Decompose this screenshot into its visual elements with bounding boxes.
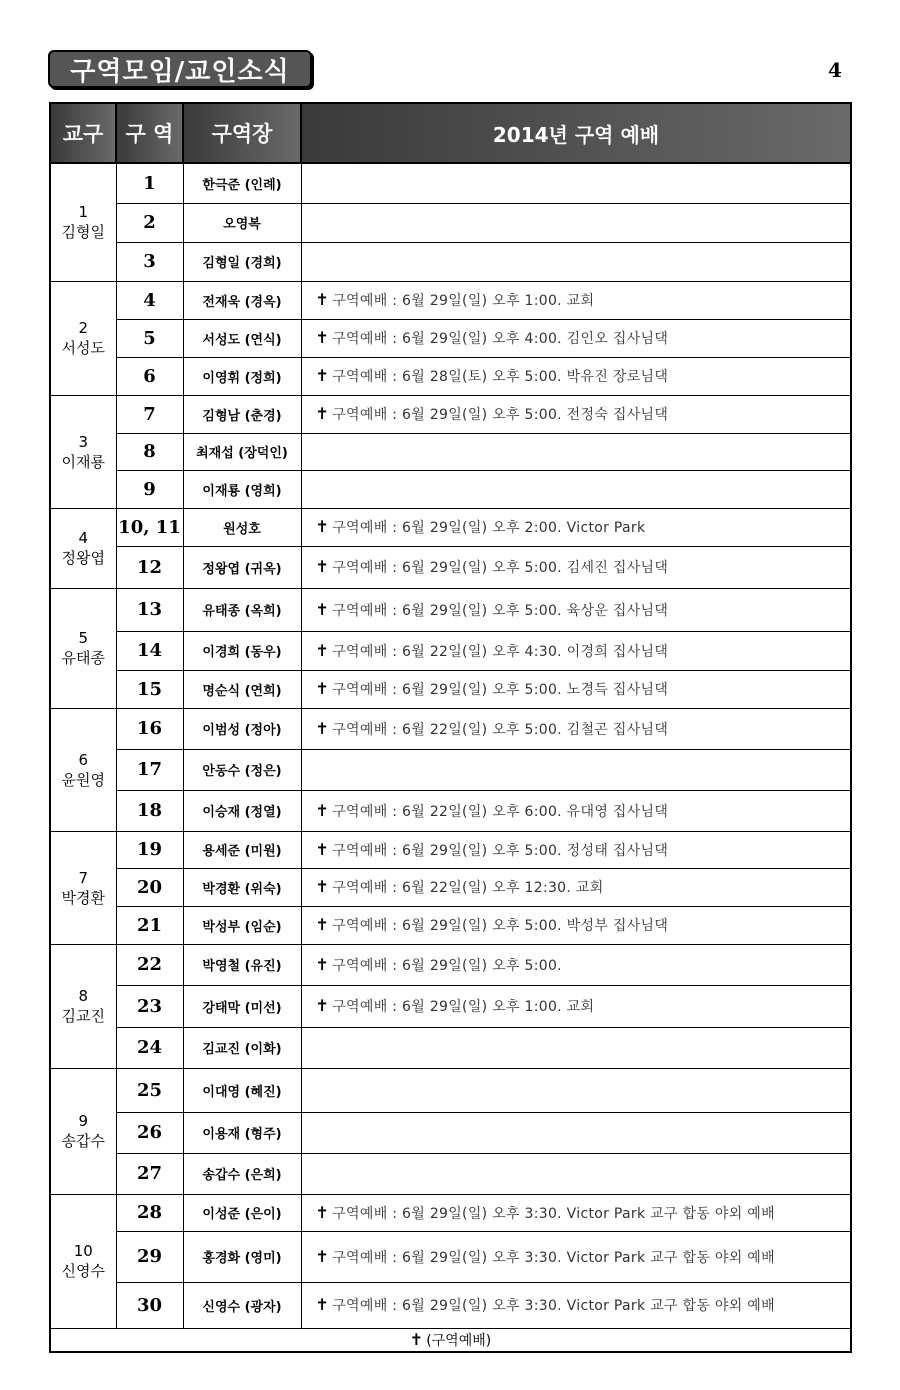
- table-row: [50, 203, 851, 242]
- zone-leader-name: 최재섭 (장덕인): [183, 433, 301, 470]
- zone-leader-name: 유태종 (옥희): [183, 588, 301, 631]
- worship-text: 구역예배 : 6월 29일(일) 오후 5:00.: [332, 957, 562, 974]
- zone-number: 27: [116, 1153, 183, 1194]
- worship-text: 구역예배 : 6월 29일(일) 오후 1:00. 교회: [332, 293, 595, 309]
- district-leader: 신영수: [61, 1262, 105, 1280]
- worship-info-cell: [301, 1231, 851, 1282]
- cross-icon: ✝: [315, 915, 330, 934]
- cross-icon: ✝: [315, 366, 330, 385]
- zone-leader-name: 이대영 (혜진): [183, 1068, 301, 1112]
- table-row: [50, 395, 851, 433]
- table-row: [50, 906, 851, 944]
- zone-leader-name: 홍경화 (영미): [183, 1231, 301, 1282]
- zone-leader-name: 이재룡 (영희): [183, 470, 301, 508]
- table-row: [50, 1153, 851, 1194]
- table-row: [50, 242, 851, 281]
- table-row: [50, 1027, 851, 1068]
- cross-icon: ✝: [315, 290, 330, 309]
- table-row: [50, 588, 851, 631]
- district-number: 2: [78, 319, 89, 337]
- district-leader: 윤원영: [61, 770, 105, 789]
- table-row: [50, 1068, 851, 1112]
- worship-info-cell: [301, 1153, 851, 1194]
- worship-info-cell: [301, 906, 851, 944]
- district-cell: [50, 708, 116, 831]
- cross-icon: ✝: [315, 679, 330, 698]
- zone-leader-name: 김형남 (춘경): [183, 395, 301, 433]
- zone-leader-name: 전재욱 (경옥): [183, 281, 301, 319]
- district-leader: 정왕엽: [61, 549, 105, 567]
- worship-text: 구역예배 : 6월 29일(일) 오후 5:00. 김세진 집사님댁: [332, 560, 669, 576]
- worship-info-cell: [301, 749, 851, 790]
- table-row: [50, 1112, 851, 1153]
- zone-leader-name: 정왕엽 (귀옥): [183, 546, 301, 588]
- table-row: [50, 1231, 851, 1282]
- district-number: 9: [78, 1112, 89, 1130]
- zone-leader-name: 원성호: [183, 508, 301, 546]
- table-row: [50, 319, 851, 357]
- table-row: [50, 508, 851, 546]
- worship-info-cell: [301, 395, 851, 433]
- worship-info-cell: [301, 1027, 851, 1068]
- table-row: [50, 831, 851, 868]
- district-cell: [50, 944, 116, 1068]
- legend-text: (구역예배): [426, 1332, 492, 1349]
- worship-info-cell: [301, 588, 851, 631]
- zone-number: 9: [116, 470, 183, 508]
- worship-info-cell: [301, 1112, 851, 1153]
- cross-icon: ✝: [315, 517, 330, 536]
- worship-info-cell: [301, 163, 851, 203]
- zone-leader-name: 신영수 (광자): [183, 1282, 301, 1328]
- zone-number: 17: [116, 749, 183, 790]
- district-leader: 김교진: [61, 1007, 105, 1025]
- cross-icon: ✝: [409, 1329, 424, 1349]
- cross-icon: ✝: [315, 557, 330, 576]
- worship-text: 구역예배 : 6월 29일(일) 오후 2:00. Victor Park: [332, 520, 646, 536]
- zone-number: 22: [116, 944, 183, 985]
- worship-info-cell: [301, 1068, 851, 1112]
- zone-number: 5: [116, 319, 183, 357]
- table-row: [50, 670, 851, 708]
- worship-info-cell: [301, 1194, 851, 1231]
- table-row: [50, 944, 851, 985]
- table-row: [50, 790, 851, 831]
- table-row: [50, 163, 851, 203]
- zone-number: 3: [116, 242, 183, 281]
- zone-leader-name: 송갑수 (은희): [183, 1153, 301, 1194]
- zone-number: 1: [116, 163, 183, 203]
- district-cell: [50, 1194, 116, 1328]
- zone-leader-name: 명순식 (연희): [183, 670, 301, 708]
- district-leader: 유태종: [61, 649, 105, 667]
- worship-info-cell: [301, 319, 851, 357]
- district-number: 6: [78, 750, 89, 769]
- district-cell: [50, 831, 116, 944]
- worship-info-cell: [301, 790, 851, 831]
- zone-leader-name: 이범성 (정아): [183, 708, 301, 749]
- cross-icon: ✝: [315, 1246, 330, 1266]
- worship-text: 구역예배 : 6월 22일(일) 오후 4:30. 이경희 집사님댁: [332, 643, 669, 660]
- worship-info-cell: [301, 868, 851, 906]
- table-row: [50, 1282, 851, 1328]
- zone-leader-name: 이용재 (형주): [183, 1112, 301, 1153]
- legend-note: [50, 1328, 851, 1352]
- district-cell: [50, 588, 116, 708]
- zone-number: 23: [116, 985, 183, 1027]
- zone-leader-name: 김교진 (이화): [183, 1027, 301, 1068]
- table-row: [50, 470, 851, 508]
- worship-text: 구역예배 : 6월 29일(일) 오후 1:00. 교회: [332, 999, 595, 1015]
- zone-number: 2: [116, 203, 183, 242]
- zone-number: 6: [116, 357, 183, 395]
- district-cell: [50, 395, 116, 508]
- district-number: 1: [78, 203, 89, 222]
- zone-leader-name: 박영철 (유진): [183, 944, 301, 985]
- cross-icon: ✝: [315, 1295, 330, 1314]
- worship-info-cell: [301, 708, 851, 749]
- zone-leader-name: 이경희 (동우): [183, 631, 301, 670]
- worship-info-cell: [301, 281, 851, 319]
- zone-number: 25: [116, 1068, 183, 1112]
- zone-leader-name: 강태막 (미선): [183, 985, 301, 1027]
- worship-info-cell: [301, 546, 851, 588]
- zone-leader-name: 박성부 (임순): [183, 906, 301, 944]
- worship-info-cell: [301, 242, 851, 281]
- zone-leader-name: 이승재 (정열): [183, 790, 301, 831]
- district-leader: 박경환: [61, 888, 105, 907]
- worship-text: 구역예배 : 6월 28일(토) 오후 5:00. 박유진 장로님댁: [332, 369, 669, 385]
- cross-icon: ✝: [315, 718, 330, 738]
- zone-number: 29: [116, 1231, 183, 1282]
- table-row: [50, 868, 851, 906]
- district-leader: 김형일: [61, 223, 105, 242]
- table-header-row: [50, 103, 851, 163]
- zone-leader-name: 이성준 (은이): [183, 1194, 301, 1231]
- district-number: 8: [78, 987, 89, 1005]
- worship-info-cell: [301, 944, 851, 985]
- worship-text: 구역예배 : 6월 29일(일) 오후 3:30. Victor Park 교구 합동 야외 예배: [332, 1298, 775, 1314]
- worship-info-cell: [301, 433, 851, 470]
- zone-leader-name: 안동수 (정은): [183, 749, 301, 790]
- table-row: [50, 357, 851, 395]
- district-number: 10: [73, 1242, 93, 1260]
- table-row: [50, 433, 851, 470]
- column-header-worship: 2014년 구역 예배: [301, 103, 851, 163]
- column-header-zone: 구 역: [116, 103, 183, 163]
- district-leader: 송갑수: [61, 1132, 105, 1150]
- zone-number: 4: [116, 281, 183, 319]
- zone-leader-name: 이영휘 (정희): [183, 357, 301, 395]
- zone-number: 30: [116, 1282, 183, 1328]
- district-number: 7: [78, 868, 89, 887]
- worship-text: 구역예배 : 6월 29일(일) 오후 4:00. 김인오 집사님댁: [332, 331, 669, 347]
- cross-icon: ✝: [315, 640, 330, 660]
- worship-text: 구역예배 : 6월 29일(일) 오후 3:30. Victor Park 교구 합동 야외 예배: [332, 1249, 775, 1266]
- cross-icon: ✝: [315, 800, 330, 820]
- cross-icon: ✝: [315, 839, 330, 859]
- zone-number: 26: [116, 1112, 183, 1153]
- worship-text: 구역예배 : 6월 29일(일) 오후 5:00. 육상운 집사님댁: [332, 602, 669, 619]
- worship-text: 구역예배 : 6월 29일(일) 오후 5:00. 노경득 집사님댁: [332, 682, 669, 698]
- zone-leader-name: 용세준 (미원): [183, 831, 301, 868]
- worship-info-cell: [301, 357, 851, 395]
- district-leader: 서성도: [61, 339, 105, 357]
- worship-info-cell: [301, 985, 851, 1027]
- worship-info-cell: [301, 631, 851, 670]
- worship-text: 구역예배 : 6월 29일(일) 오후 3:30. Victor Park 교구 합동 야외 예배: [332, 1205, 775, 1222]
- cross-icon: ✝: [315, 996, 330, 1015]
- zone-number: 28: [116, 1194, 183, 1231]
- worship-info-cell: [301, 203, 851, 242]
- worship-text: 구역예배 : 6월 29일(일) 오후 5:00. 박성부 집사님댁: [332, 918, 669, 934]
- worship-text: 구역예배 : 6월 22일(일) 오후 12:30. 교회: [332, 880, 604, 896]
- zone-number: 21: [116, 906, 183, 944]
- zone-number: 15: [116, 670, 183, 708]
- worship-info-cell: [301, 670, 851, 708]
- page-number: 4: [828, 58, 842, 82]
- table-row: [50, 281, 851, 319]
- zone-leader-name: 박경환 (위숙): [183, 868, 301, 906]
- worship-info-cell: [301, 1282, 851, 1328]
- zone-number: 24: [116, 1027, 183, 1068]
- section-title: 구역모임/교인소식: [48, 50, 312, 88]
- zone-number: 14: [116, 631, 183, 670]
- cross-icon: ✝: [315, 1202, 330, 1222]
- zone-number: 16: [116, 708, 183, 749]
- district-number: 3: [78, 432, 89, 451]
- worship-text: 구역예배 : 6월 22일(일) 오후 5:00. 김철곤 집사님댁: [332, 721, 669, 738]
- zone-leader-name: 오영복: [183, 203, 301, 242]
- cross-icon: ✝: [315, 404, 330, 423]
- cross-icon: ✝: [315, 328, 330, 347]
- worship-text: 구역예배 : 6월 22일(일) 오후 6:00. 유대영 집사님댁: [332, 803, 669, 820]
- cross-icon: ✝: [315, 877, 330, 896]
- table-row: [50, 985, 851, 1027]
- zone-number: 7: [116, 395, 183, 433]
- cross-icon: ✝: [315, 954, 330, 974]
- table-row: [50, 708, 851, 749]
- legend-row: [50, 1328, 851, 1352]
- zone-number: 18: [116, 790, 183, 831]
- district-cell: [50, 508, 116, 588]
- district-number: 4: [78, 529, 89, 547]
- table-row: [50, 749, 851, 790]
- zone-number: 19: [116, 831, 183, 868]
- district-leader: 이재룡: [61, 452, 105, 471]
- zone-number: 8: [116, 433, 183, 470]
- district-number: 5: [78, 629, 89, 647]
- worship-info-cell: [301, 831, 851, 868]
- table-row: [50, 546, 851, 588]
- table-row: [50, 631, 851, 670]
- district-cell: [50, 1068, 116, 1194]
- zone-number: 12: [116, 546, 183, 588]
- worship-info-cell: [301, 508, 851, 546]
- worship-info-cell: [301, 470, 851, 508]
- zone-leader-name: 서성도 (연식): [183, 319, 301, 357]
- column-header-district: 교구: [50, 103, 116, 163]
- worship-text: 구역예배 : 6월 29일(일) 오후 5:00. 정성태 집사님댁: [332, 842, 669, 859]
- zone-number: 20: [116, 868, 183, 906]
- zone-number: 13: [116, 588, 183, 631]
- zone-number: 10, 11: [116, 508, 183, 546]
- cross-icon: ✝: [315, 599, 330, 619]
- column-header-zone-leader: 구역장: [183, 103, 301, 163]
- table-row: [50, 1194, 851, 1231]
- district-cell: [50, 281, 116, 395]
- zone-leader-name: 한극준 (인례): [183, 163, 301, 203]
- worship-text: 구역예배 : 6월 29일(일) 오후 5:00. 전정숙 집사님댁: [332, 407, 669, 423]
- district-cell: [50, 163, 116, 281]
- district-worship-table: [49, 102, 852, 1353]
- zone-leader-name: 김형일 (경희): [183, 242, 301, 281]
